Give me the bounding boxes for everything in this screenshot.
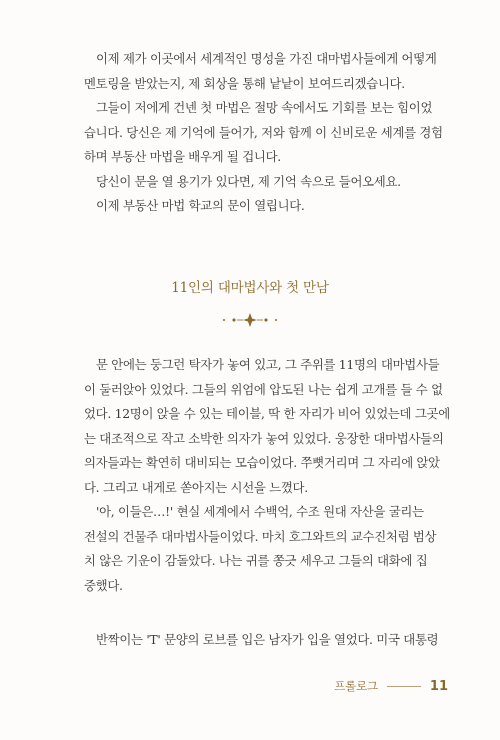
page-footer (334, 678, 448, 694)
body-paragraph (84, 353, 456, 598)
section-label: 프롤로그 (334, 679, 378, 693)
text-line: 중했다. (84, 577, 123, 593)
text-line: 멘토링을 받았는지, 제 회상을 통해 낱낱이 보여드리겠습니다. (84, 75, 405, 91)
text-line: 그들이 저에게 건넨 첫 마법은 절망 속에서도 기회를 보는 힘이었 (96, 100, 433, 115)
ornament-icon (210, 311, 290, 329)
text-line: 당신이 문을 열 용기가 있다면, 제 기억 속으로 들어오세요. (96, 173, 401, 189)
footer-divider (387, 686, 421, 687)
text-line: 문 안에는 둥그런 탁자가 놓여 있고, 그 주위를 11명의 대마법사들 (96, 357, 440, 372)
text-line: 이제 부동산 마법 학교의 문이 열립니다. (96, 198, 305, 213)
text-line: 이 둘러앉아 있었다. 그들의 위엄에 압도된 나는 쉽게 고개를 들 수 없 (84, 381, 443, 397)
text-line: 는 대조적으로 작고 소박한 의자가 놓여 있었다. 웅장한 대마법사들의 (84, 430, 444, 446)
intro-paragraph (84, 47, 456, 219)
text-line: 치 않은 기운이 감돌았다. 나는 귀를 쫑긋 세우고 그들의 대화에 집 (84, 553, 428, 568)
text-line: 이제 제가 이곳에서 세계적인 명성을 가진 대마법사들에게 어떻게 (96, 51, 437, 66)
text-line: 었다. 12명이 앉을 수 있는 테이블, 딱 한 자리가 비어 있었는데 그곳에 (84, 406, 450, 421)
last-paragraph (84, 628, 456, 653)
text-line: 다. 그리고 내게로 쏟아지는 시선을 느꼈다. (84, 479, 308, 495)
text-line: 전설의 건물주 대마법사들이었다. 마치 호그와트의 교수진처럼 범상 (84, 528, 437, 544)
text-line: 하며 부동산 마법을 배우게 될 겁니다. (84, 149, 281, 164)
text-line: 반짝이는 'T' 문양의 로브를 입은 남자가 입을 열었다. 미국 대통령 (96, 632, 439, 647)
chapter-title: 11인의 대마법사와 첫 만남 (171, 280, 329, 296)
text-line: 의자들과는 확연히 대비되는 모습이었다. 쭈뼛거리며 그 자리에 앉았 (84, 455, 440, 470)
text-line: 습니다. 당신은 제 기억에 들어가, 저와 함께 이 신비로운 세계를 경험 (84, 124, 443, 140)
text-line: '아, 이들은…!' 현실 세계에서 수백억, 수조 원대 자산을 굴리는 (96, 504, 424, 519)
page-number: 11 (429, 678, 448, 694)
